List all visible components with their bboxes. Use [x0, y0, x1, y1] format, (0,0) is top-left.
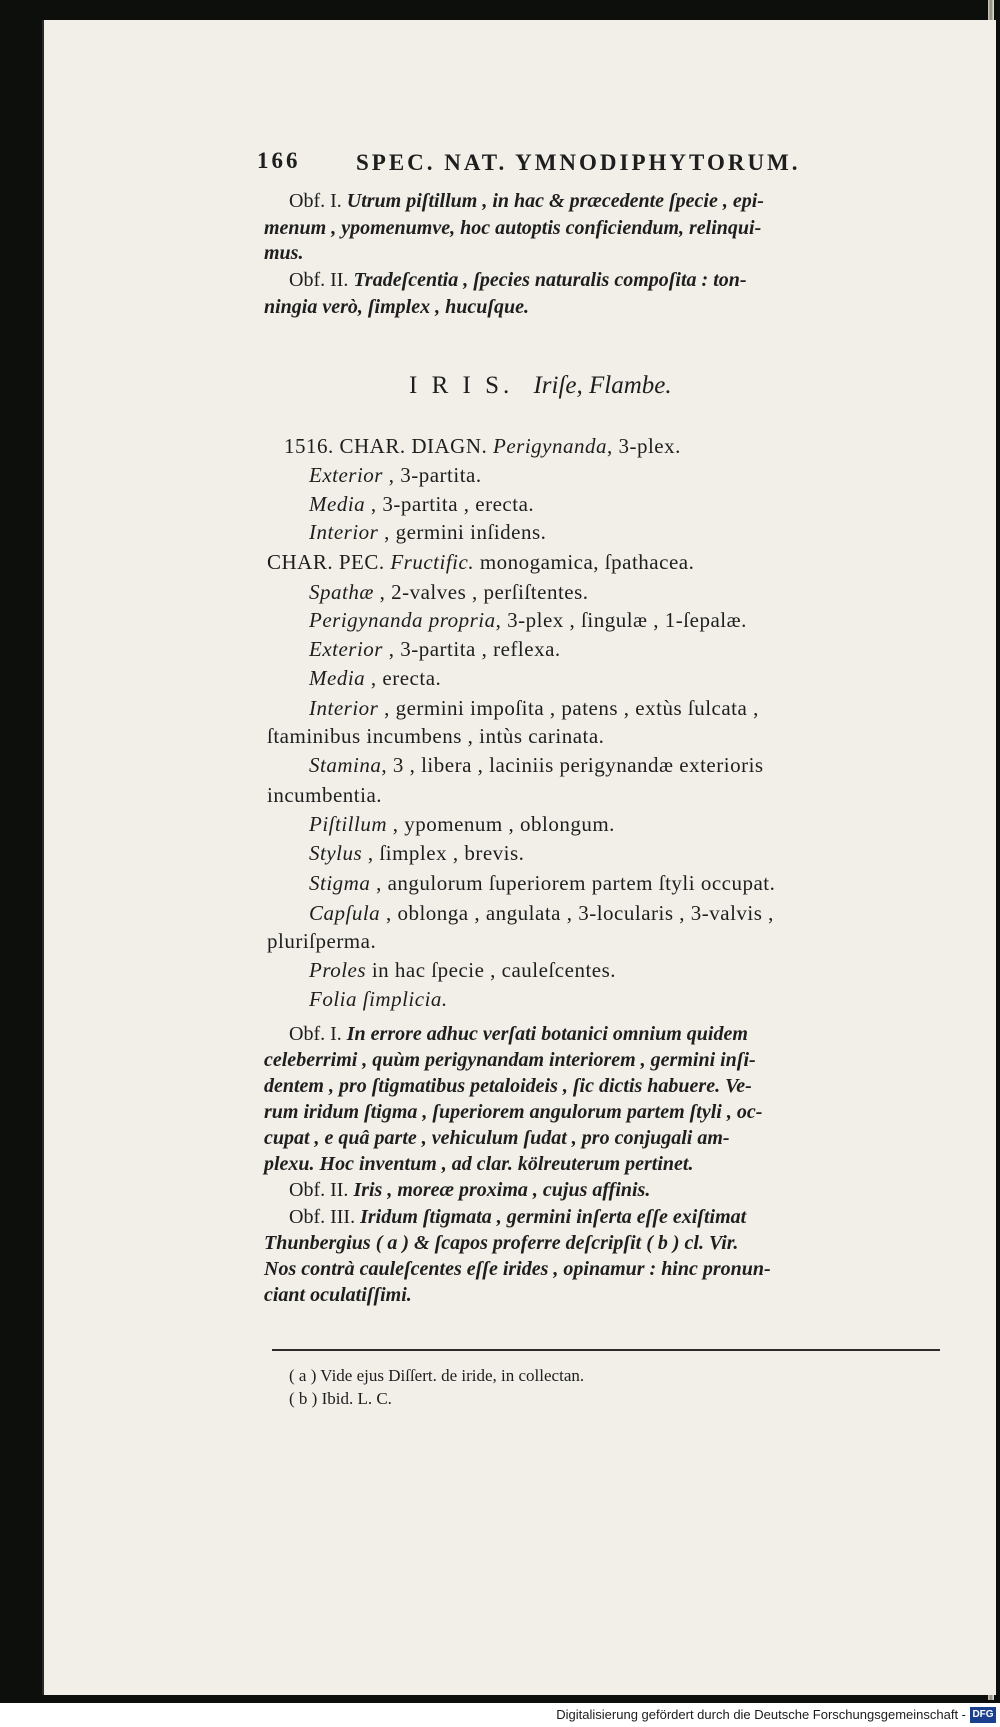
top-observation-line	[289, 190, 764, 213]
description-text: Spathæ	[309, 580, 374, 604]
description-text: Folia ſimplicia.	[309, 987, 448, 1011]
top-observation-line	[289, 269, 747, 292]
bottom-observation-text: Iridum ſtigmata , germini inſerta eſſe exiſtimat	[360, 1206, 747, 1228]
description-text: , 3-partita , erecta.	[365, 492, 535, 516]
description-line	[267, 550, 694, 575]
description-line	[309, 520, 546, 545]
description-text: , 2-valves , perſiſtentes.	[373, 580, 589, 604]
bottom-observation-text: Iris , moreæ proxima , cujus affinis.	[353, 1179, 651, 1201]
description-text: Perigynanda propria	[309, 608, 496, 632]
top-observation-text: menum , ypomenumve, hoc autoptis conficiendum, relinqui-	[264, 217, 762, 239]
footnote-rule	[272, 1349, 940, 1351]
description-text: , oblonga , angulata , 3-locularis , 3-valvis ,	[380, 901, 774, 925]
banner-text: Digitalisierung gefördert durch die Deutsche Forschungsgemeinschaft -	[556, 1707, 966, 1722]
description-line	[309, 463, 482, 488]
description-text: Stamina	[309, 753, 382, 777]
dfg-logo-icon: DFG	[970, 1707, 996, 1723]
top-observation-line	[264, 242, 303, 265]
bottom-observation-text: plexu. Hoc inventum , ad clar. kölreuterum pertinet.	[264, 1153, 694, 1175]
description-text: incumbentia.	[267, 783, 383, 807]
description-text: , ſimplex , brevis.	[362, 841, 525, 865]
description-line	[267, 783, 382, 808]
description-line	[309, 608, 747, 633]
footnote-b: ( b ) Ibid. L. C.	[289, 1389, 392, 1408]
bottom-observation-text: Thunbergius ( a ) & ſcapos proferre deſcripſit ( b ) cl. Vir.	[264, 1232, 739, 1254]
bottom-observation-line	[264, 1284, 412, 1307]
description-text: , germini impoſita , patens , extùs ſulcata ,	[378, 696, 759, 720]
top-observation-text: Utrum piſtillum , in hac & præcedente ſpecie , epi-	[346, 190, 764, 212]
description-text: Proles	[309, 958, 367, 982]
description-text: , germini inſidens.	[378, 520, 547, 544]
bottom-observation-text: In errore adhuc verſati botanici omnium quidem	[346, 1023, 748, 1045]
running-title: SPEC. NAT. YMNODIPHYTORUM.	[356, 150, 801, 175]
description-text: , 3-partita.	[382, 463, 482, 487]
page-number: 166	[257, 148, 301, 173]
bottom-observation-line	[289, 1179, 650, 1202]
bottom-observation-line	[289, 1023, 748, 1046]
description-text: Stigma	[309, 871, 371, 895]
description-line	[309, 666, 441, 691]
description-text: Media	[309, 666, 366, 690]
bottom-observation-text: ciant oculatiſſimi.	[264, 1284, 412, 1306]
description-line	[309, 958, 616, 983]
bottom-observation-line	[264, 1258, 771, 1281]
description-line	[309, 637, 561, 662]
description-text: , 3-partita , reflexa.	[382, 637, 561, 661]
description-line	[309, 696, 759, 721]
description-text: Perigynanda	[493, 434, 607, 458]
top-observation-text: ningia verò, ſimplex , hucuſque.	[264, 296, 530, 318]
bottom-observation-text: Obf. I.	[289, 1023, 347, 1045]
description-line	[267, 724, 604, 749]
bottom-observation-line	[264, 1153, 693, 1176]
top-observation-text: Obf. II.	[289, 269, 354, 291]
description-line	[309, 871, 775, 896]
bottom-observation-line	[264, 1101, 762, 1124]
bottom-observation-line	[264, 1075, 752, 1098]
bottom-observation-text: dentem , pro ſtigmatibus petaloideis , ſic dictis habuere. Ve-	[264, 1075, 752, 1097]
top-observation-line	[264, 217, 761, 240]
description-text: pluriſperma.	[267, 929, 377, 953]
top-observation-line	[264, 296, 529, 319]
genus-title	[409, 372, 672, 400]
description-text: Exterior	[309, 637, 383, 661]
description-text: Fructific.	[390, 550, 475, 574]
book-page	[42, 20, 996, 1695]
description-text: monogamica, ſpathacea.	[474, 550, 695, 574]
description-text: , angulorum ſuperiorem partem ſtyli occupat.	[370, 871, 776, 895]
description-text: , 3-plex , ſingulæ , 1-ſepalæ.	[495, 608, 747, 632]
description-text: Exterior	[309, 463, 383, 487]
description-text: Interior	[309, 520, 379, 544]
footnote-a: ( a ) Vide ejus Diſſert. de iride, in collectan.	[289, 1366, 585, 1385]
description-line	[309, 901, 774, 926]
description-line	[309, 841, 524, 866]
bottom-observation-text: celeberrimi , quùm perigynandam interiorem , germini inſi-	[264, 1049, 756, 1071]
description-text: Media	[309, 492, 366, 516]
description-text: , erecta.	[365, 666, 442, 690]
top-observation-text: Obf. I.	[289, 190, 347, 212]
bottom-observation-text: cupat , e quâ parte , vehiculum ſudat , pro conjugali am-	[264, 1127, 730, 1149]
genus-vernacular: Iriſe, Flambe.	[533, 372, 672, 399]
description-line	[309, 492, 534, 517]
bottom-observation-text: Nos contrà cauleſcentes eſſe irides , opinamur : hinc pronun-	[264, 1258, 771, 1280]
description-line	[309, 580, 589, 605]
description-text: Piſtillum	[309, 812, 387, 836]
description-line	[309, 753, 764, 778]
genus-name: I R I S.	[409, 372, 514, 399]
top-observation-text: Tradeſcentia , ſpecies naturalis compoſita : ton-	[353, 269, 747, 291]
description-line	[309, 987, 448, 1012]
bottom-observation-text: rum iridum ſtigma , ſuperiorem angulorum partem ſtyli , oc-	[264, 1101, 763, 1123]
description-text: , ypomenum , oblongum.	[387, 812, 615, 836]
description-line	[309, 812, 615, 837]
description-text: Stylus	[309, 841, 363, 865]
bottom-observation-text: Obf. III.	[289, 1206, 361, 1228]
bottom-observation-text: Obf. II.	[289, 1179, 354, 1201]
bottom-observation-line	[264, 1127, 730, 1150]
description-text: Interior	[309, 696, 379, 720]
description-text: in hac ſpecie , cauleſcentes.	[366, 958, 617, 982]
description-text: 1516. CHAR. DIAGN.	[284, 434, 493, 458]
description-text: CHAR. PEC.	[267, 550, 391, 574]
description-text: Capſula	[309, 901, 381, 925]
description-text: ſtaminibus incumbens , intùs carinata.	[267, 724, 605, 748]
bottom-observation-line	[289, 1206, 746, 1229]
description-line	[284, 434, 681, 459]
bottom-observation-line	[264, 1049, 756, 1072]
digitization-banner	[0, 1703, 1000, 1727]
description-text: , 3-plex.	[606, 434, 681, 458]
top-observation-text: mus.	[264, 242, 304, 264]
description-text: , 3 , libera , laciniis perigynandæ exterioris	[381, 753, 764, 777]
description-line	[267, 929, 376, 954]
bottom-observation-line	[264, 1232, 738, 1255]
